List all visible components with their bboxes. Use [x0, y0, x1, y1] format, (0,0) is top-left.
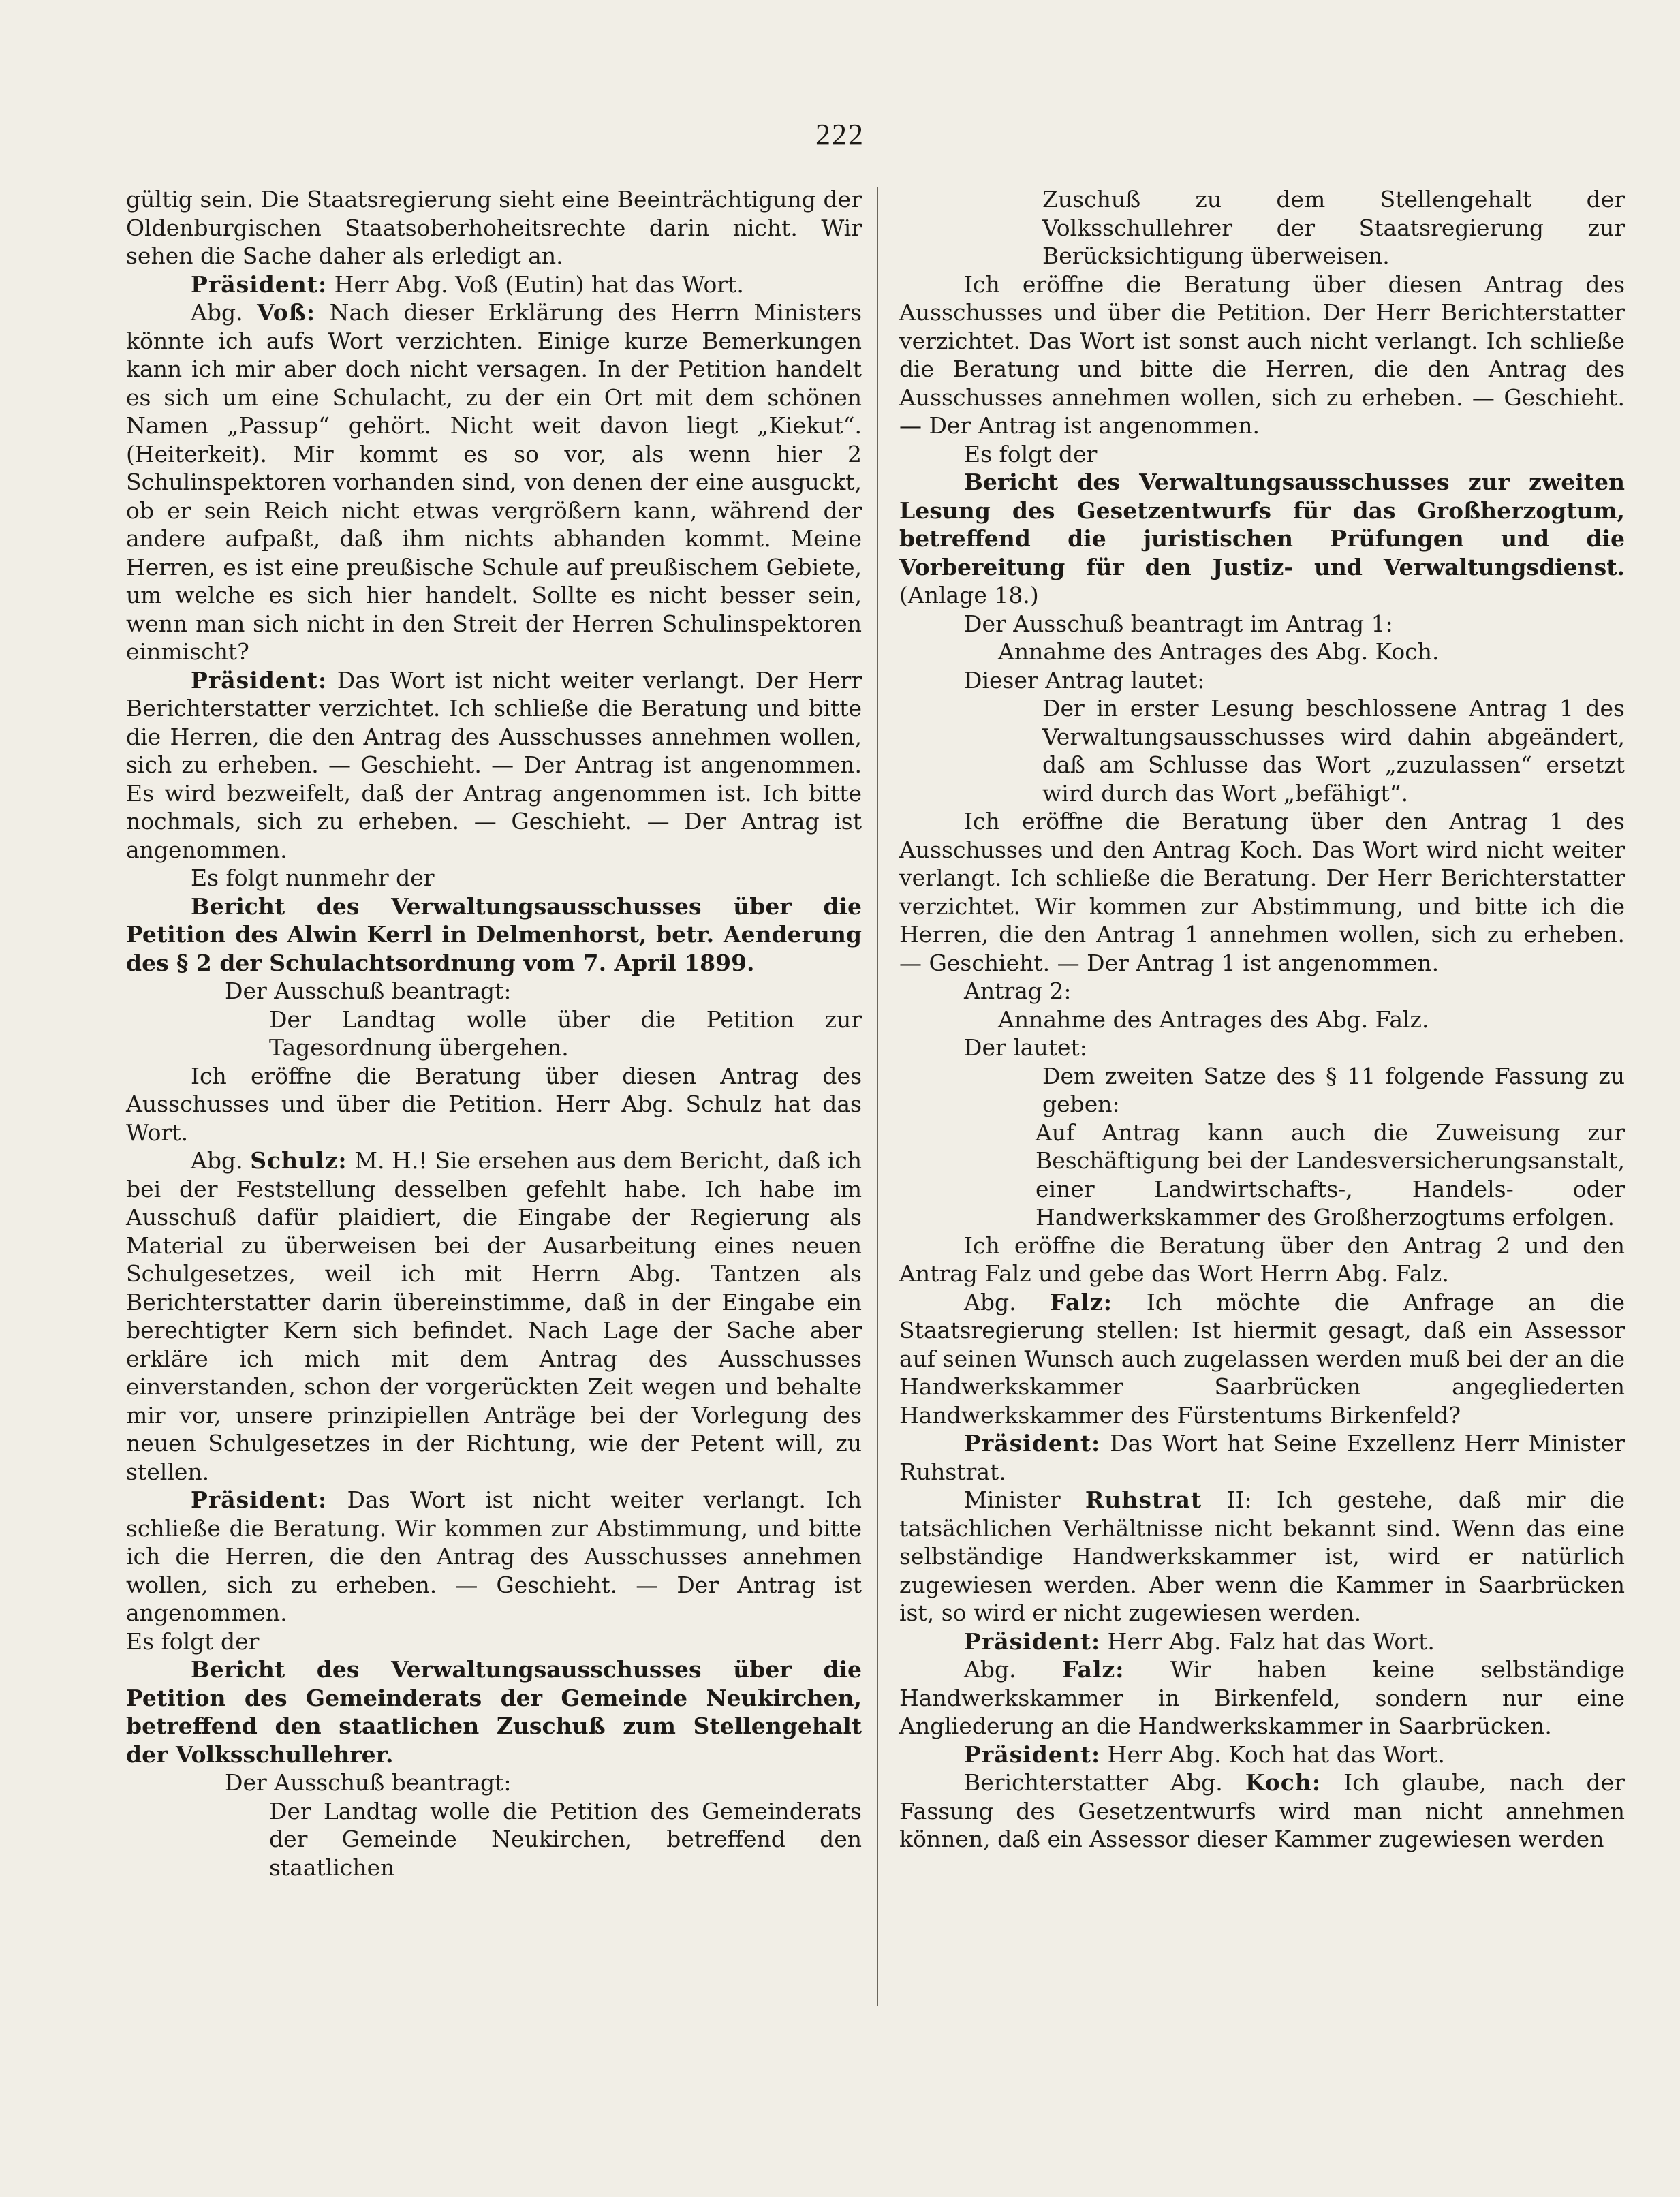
- paragraph: Der Ausschuß beantragt im Antrag 1:: [964, 610, 1393, 637]
- paragraph: Ich eröffne die Beratung über den Antrag 1 des Ausschusses und den Antrag Koch. Das Wort wird nicht weiter verlangt. Ich schließe die Beratung. Der Herr Berichterstatter verzichtet. Wir kommen zur Abstimmung, und bitte ich die Herren, die den Antrag 1 annehmen wollen, sich zu erheben. — Geschieht. — Der Antrag 1 ist angenommen.: [899, 808, 1625, 976]
- paragraph: gültig sein. Die Staatsregierung sieht eine Beeinträchtigung der Oldenburgischen Staatsoberhoheitsrechte darin nicht. Wir sehen die Sache daher als erledigt an.: [126, 186, 862, 269]
- speaker-prefix: Minister: [964, 1486, 1085, 1513]
- motion-text: Der in erster Lesung beschlossene Antrag 1 des Verwaltungsausschusses wird dahin abgeändert, daß am Schlusse das Wort „zuzulassen“ ersetzt wird durch das Wort „befähigt“.: [1042, 695, 1625, 807]
- speaker-prefix: Abg.: [191, 299, 258, 326]
- speech: Wir haben keine selbständige Handwerkskammer in Birkenfeld, sondern nur eine Angliederung an die Handwerkskammer in Saarbrücken.: [899, 1656, 1625, 1739]
- paragraph: [126, 298, 862, 666]
- paragraph: Antrag 2:: [964, 978, 1072, 1004]
- speaker: Präsident:: [964, 1741, 1101, 1768]
- agenda-heading: Bericht des Verwaltungsausschusses zur zweiten Lesung des Gesetzentwurfs für das Großherzogtum, betreffend die juristischen Prüfungen und die Vorbereitung für den Justiz- und Verwaltungsdienst.: [899, 469, 1625, 580]
- motion-text: Annahme des Antrages des Abg. Falz.: [998, 1006, 1429, 1033]
- column-divider: [877, 187, 878, 2006]
- speech: Herr Abg. Falz hat das Wort.: [1100, 1627, 1435, 1655]
- paragraph: Ich eröffne die Beratung über diesen Antrag des Ausschusses und über die Petition. Der Herr Berichterstatter verzichtet. Das Wort ist sonst auch nicht verlangt. Ich schließe die Beratung und bitte die Herren, die den Antrag des Ausschusses annehmen wollen, sich zu erheben. — Geschieht. — Der Antrag ist angenommen.: [899, 270, 1625, 439]
- speaker-prefix: Abg.: [964, 1656, 1062, 1683]
- speech: Das Wort hat Seine Exzellenz Herr Minister Ruhstrat.: [899, 1430, 1625, 1485]
- speech: Ich glaube, nach der Fassung des Gesetzentwurfs wird man nicht annehmen können, daß ein Assessor dieser Kammer zugewiesen werden: [899, 1769, 1625, 1852]
- right-column: [899, 185, 1625, 1854]
- agenda-heading-block: [899, 468, 1625, 610]
- speaker: Falz:: [1050, 1288, 1113, 1315]
- speech: II: Ich gestehe, daß mir die tatsächlichen Verhältnisse nicht bekannt sind. Wenn das eine selbständige Handwerkskammer ist, wird er natürlich zugewiesen werden. Aber wenn die Kammer in Saarbrücken ist, so wird er nicht zugewiesen werden.: [899, 1486, 1625, 1626]
- speech: Das Wort ist nicht weiter verlangt. Ich schließe die Beratung. Wir kommen zur Abstimmung, und bitte ich die Herren, die den Antrag des Ausschusses annehmen wollen, sich zu erheben. — Geschieht. — Der Antrag ist angenommen.: [126, 1486, 862, 1626]
- speech: Das Wort ist nicht weiter verlangt. Der Herr Berichterstatter verzichtet. Ich schließe die Beratung und bitte die Herren, die den Antrag des Ausschusses annehmen wollen, sich zu erheben. — Geschieht. — Der Antrag ist angenommen. Es wird bezweifelt, daß der Antrag angenommen ist. Ich bitte nochmals, sich zu erheben. — Geschieht. — Der Antrag ist angenommen.: [126, 666, 862, 863]
- motion-text: Auf Antrag kann auch die Zuweisung zur Beschäftigung bei der Landesversicherungsanstalt, einer Landwirtschafts-, Handels- oder Handwerkskammer des Großherzogtums erfolgen.: [1036, 1119, 1625, 1230]
- paragraph: [899, 1429, 1625, 1486]
- paragraph: [126, 666, 862, 864]
- paragraph: Es folgt der: [964, 440, 1098, 467]
- paragraph: Dieser Antrag lautet:: [964, 666, 1205, 694]
- paragraph: Der lautet:: [964, 1034, 1087, 1061]
- motion-text: Annahme des Antrages des Abg. Koch.: [998, 638, 1440, 665]
- motion-text: Dem zweiten Satze des § 11 folgende Fassung zu geben:: [1042, 1062, 1625, 1117]
- paragraph: Der Ausschuß beantragt:: [225, 978, 512, 1004]
- speaker: Präsident:: [191, 666, 328, 694]
- paragraph: Ich eröffne die Beratung über diesen Antrag des Ausschusses und über die Petition. Herr Abg. Schulz hat das Wort.: [126, 1062, 862, 1146]
- paragraph: [126, 1486, 862, 1627]
- paragraph: Es folgt der: [126, 1627, 260, 1655]
- paragraph: [899, 1627, 1625, 1656]
- speech: Herr Abg. Voß (Eutin) hat das Wort.: [327, 270, 744, 298]
- paragraph: Der Ausschuß beantragt:: [225, 1769, 512, 1796]
- annex-reference: (Anlage 18.): [899, 582, 1039, 608]
- paragraph: [899, 1741, 1625, 1769]
- speaker: Präsident:: [191, 1486, 328, 1513]
- left-column: [126, 185, 862, 1882]
- agenda-heading: Bericht des Verwaltungsausschusses über die Petition des Alwin Kerrl in Delmenhorst, betr. Aenderung des § 2 der Schulachtsordnung vom 7. April 1899.: [126, 892, 862, 976]
- paragraph: [899, 1486, 1625, 1627]
- paragraph: [899, 1768, 1625, 1854]
- speaker: Voß:: [257, 299, 315, 326]
- speaker: Präsident:: [964, 1430, 1101, 1456]
- speaker-prefix: Abg.: [964, 1288, 1051, 1315]
- paragraph: [899, 1655, 1625, 1741]
- paragraph: [899, 1288, 1625, 1430]
- speaker: Falz:: [1061, 1656, 1125, 1683]
- paragraph: [126, 1147, 862, 1486]
- speaker: Präsident:: [964, 1627, 1101, 1655]
- motion-text: Der Landtag wolle über die Petition zur Tagesordnung übergehen.: [269, 1006, 862, 1061]
- speaker: Präsident:: [191, 270, 328, 298]
- speaker: Ruhstrat: [1085, 1486, 1202, 1513]
- motion-text: Der Landtag wolle die Petition des Gemeinderats der Gemeinde Neukirchen, betreffend den staatlichen: [269, 1797, 862, 1881]
- motion-text: Zuschuß zu dem Stellengehalt der Volksschullehrer der Staatsregierung zur Berücksichtigung überweisen.: [1042, 186, 1625, 269]
- speech: Ich möchte die Anfrage an die Staatsregierung stellen: Ist hiermit gesagt, daß ein Assessor auf seinen Wunsch auch zugelassen werden muß bei der an die Handwerkskammer Saarbrücken angegliederten Handwerkskammer des Fürstentums Birkenfeld?: [899, 1288, 1625, 1429]
- paragraph: Ich eröffne die Beratung über den Antrag 2 und den Antrag Falz und gebe das Wort Herrn Abg. Falz.: [899, 1232, 1625, 1287]
- paragraph: [126, 270, 862, 299]
- paragraph: Es folgt nunmehr der: [191, 864, 435, 891]
- speaker-prefix: Abg.: [191, 1147, 251, 1174]
- speaker: Schulz:: [250, 1147, 347, 1174]
- speaker-prefix: Berichterstatter Abg.: [964, 1769, 1245, 1796]
- speaker: Koch:: [1245, 1769, 1322, 1796]
- speech: Nach dieser Erklärung des Herrn Ministers könnte ich aufs Wort verzichten. Einige kurze Bemerkungen kann ich mir aber doch nicht versagen. In der Petition handelt es sich um eine Schulacht, zu der ein Ort mit dem schönen Namen „Passup“ gehört. Nicht weit davon liegt „Kiekut“. (Heiterkeit). Mir kommt es so vor, als wenn hier 2 Schulinspektoren vorhanden sind, von denen der eine ausguckt, ob er sein Reich nicht etwas vergrößern kann, während der andere aufpaßt, daß ihm nichts abhanden kommt. Meine Herren, es ist eine preußische Schule auf preußischem Gebiete, um welche es sich hier handelt. Sollte es nicht besser sein, wenn man sich nicht in den Streit der Herren Schulinspektoren einmischt?: [126, 299, 862, 665]
- page-number: 222: [815, 118, 865, 151]
- speech: Herr Abg. Koch hat das Wort.: [1100, 1741, 1445, 1768]
- speech: M. H.! Sie ersehen aus dem Bericht, daß ich bei der Feststellung desselben gefehlt habe. Ich habe im Ausschuß dafür plaidiert, die Eingabe der Regierung als Material zu überweisen bei der Ausarbeitung eines neuen Schulgesetzes, weil ich mit Herrn Abg. Tantzen als Berichterstatter darin übereinstimme, daß in der Eingabe ein berechtigter Kern sich befindet. Nach Lage der Sache aber erkläre ich mich mit dem Antrag des Ausschusses einverstanden, schon der vorgerückten Zeit wegen und behalte mir vor, unsere prinzipiellen Anträge bei der Vorlegung des neuen Schulgesetzes in der Richtung, wie der Petent will, zu stellen.: [126, 1147, 862, 1485]
- agenda-heading: Bericht des Verwaltungsausschusses über die Petition des Gemeinderats der Gemeinde Neukirchen, betreffend den staatlichen Zuschuß zum Stellengehalt der Volksschullehrer.: [126, 1656, 862, 1768]
